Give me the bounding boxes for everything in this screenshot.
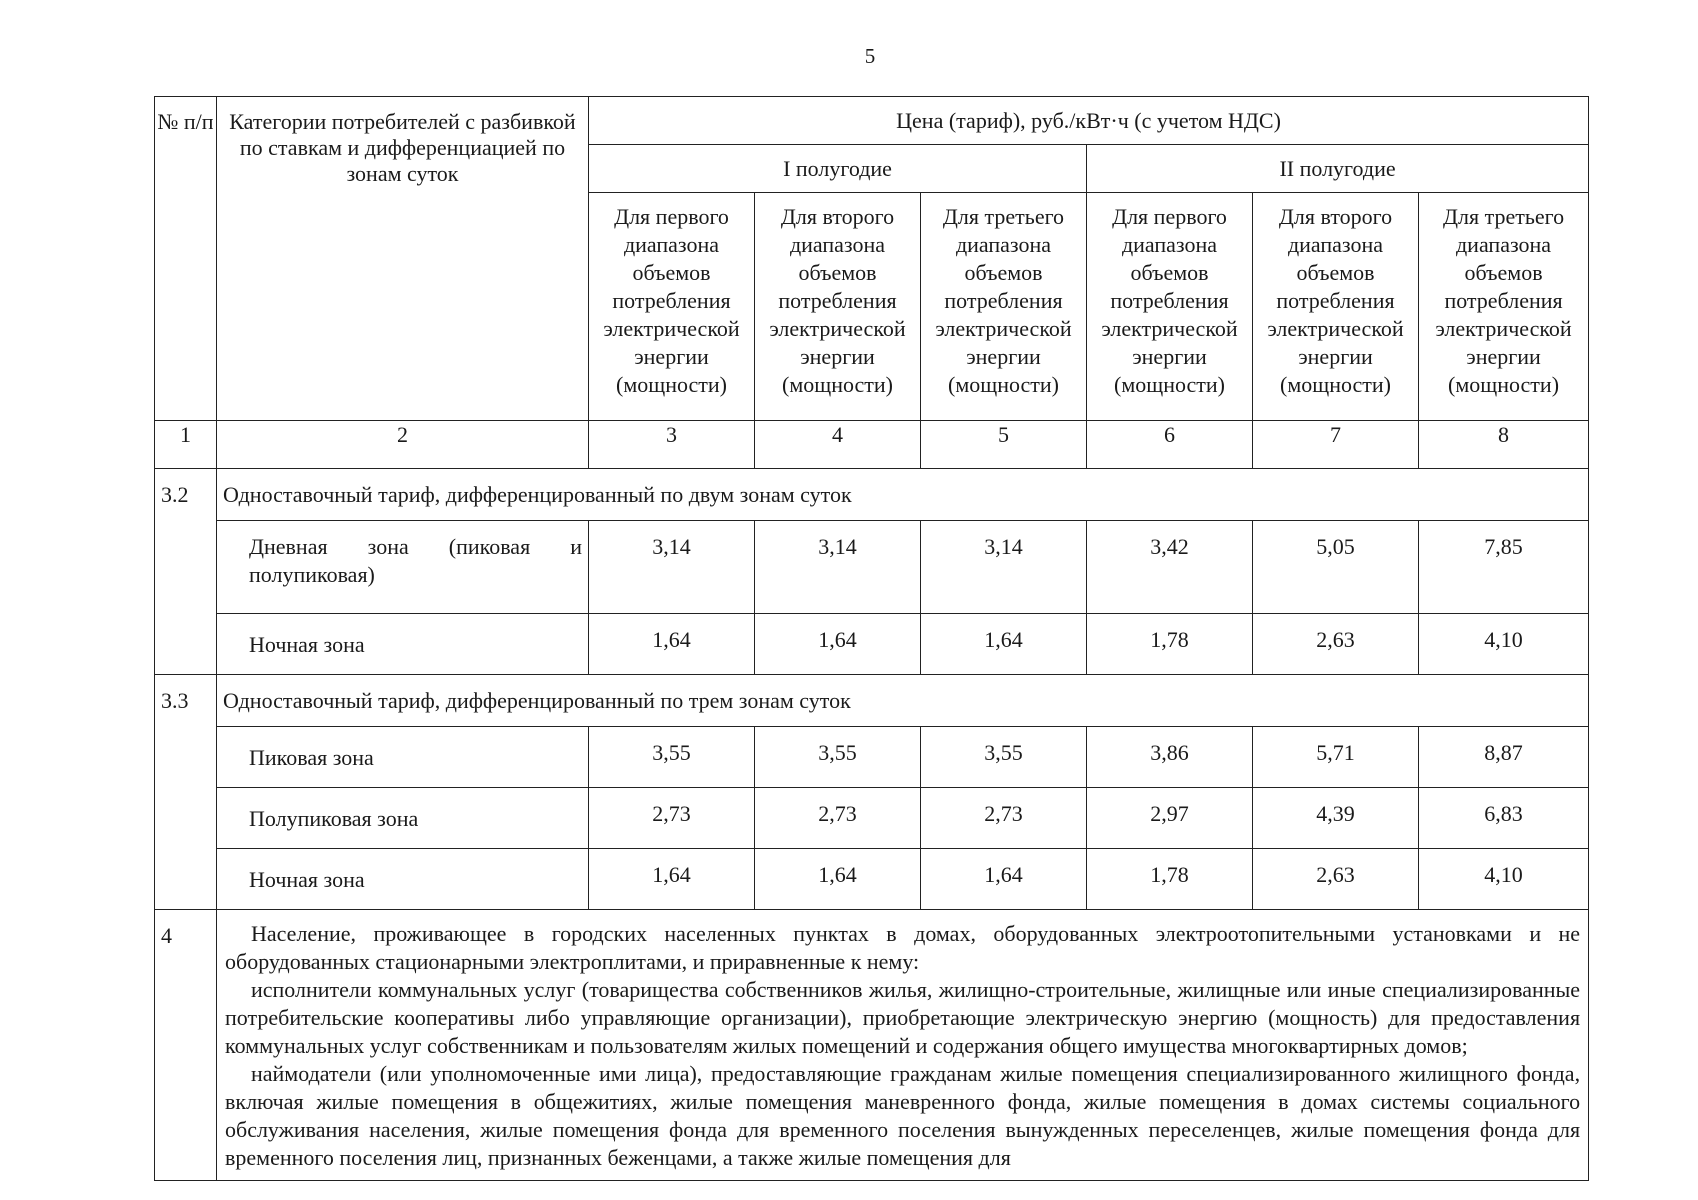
zone-name: Полупиковая зона [217,788,589,849]
section-title: Одноставочный тариф, дифференцированный по двум зонам суток [217,469,1589,521]
section-row-4 [155,910,1589,1181]
section-number: 4 [155,910,217,1181]
header-range-2: Для второго диапазона объемов потребления электрической энергии (мощности) [755,193,921,421]
tariff-value: 3,86 [1087,727,1253,788]
tariff-value: 2,63 [1253,614,1419,675]
tariff-value: 2,73 [755,788,921,849]
header-category: Категории потребителей с разбивкой по ставкам и дифференциацией по зонам суток [217,97,589,421]
header-range-4: Для первого диапазона объемов потребления электрической энергии (мощности) [1087,193,1253,421]
tariff-value: 1,64 [589,849,755,910]
zone-name: Дневная зона (пиковая и полупиковая) [217,521,589,614]
header-range-1: Для первого диапазона объемов потребления электрической энергии (мощности) [589,193,755,421]
tariff-value: 4,10 [1419,849,1589,910]
header-range-6: Для третьего диапазона объемов потребления электрической энергии (мощности) [1419,193,1589,421]
tariff-value: 3,14 [755,521,921,614]
tariff-value: 3,55 [755,727,921,788]
tariff-value: 2,73 [921,788,1087,849]
table-row [155,788,1589,849]
header-price: Цена (тариф), руб./кВт·ч (с учетом НДС) [589,97,1589,145]
header-row-price [155,97,1589,145]
tariff-value: 8,87 [1419,727,1589,788]
section-paragraph: Население, проживающее в городских населенных пунктах в домах, оборудованных электроотопительными установками и не оборудованных стационарными электроплитами, и приравненные к нему: [225,921,1581,974]
tariff-value: 7,85 [1419,521,1589,614]
column-number: 7 [1253,421,1419,469]
table-row [155,849,1589,910]
section-row-3-3 [155,675,1589,727]
section-row-3-2 [155,469,1589,521]
zone-name: Пиковая зона [217,727,589,788]
tariff-value: 1,78 [1087,614,1253,675]
zone-name: Ночная зона [217,614,589,675]
column-number: 6 [1087,421,1253,469]
table-row [155,727,1589,788]
section-paragraph: исполнители коммунальных услуг (товарищества собственников жилья, жилищно-строительные, жилищные или иные специализированные потребительские кооперативы либо управляющие организации), приобретающие электрическую энергию (мощность) для предоставления коммунальных услуг собственникам и пользователям жилых помещений и содержания общего имущества многоквартирных домов; [225,977,1581,1058]
tariff-value: 5,05 [1253,521,1419,614]
column-number-row [155,421,1589,469]
tariff-value: 1,64 [921,849,1087,910]
column-number: 4 [755,421,921,469]
column-number: 3 [589,421,755,469]
tariff-value: 3,14 [589,521,755,614]
page-number: 5 [864,44,876,68]
tariff-value: 5,71 [1253,727,1419,788]
tariff-value: 3,14 [921,521,1087,614]
section-text [217,910,1589,1181]
tariff-value: 1,64 [755,614,921,675]
header-range-5: Для второго диапазона объемов потребления электрической энергии (мощности) [1253,193,1419,421]
header-half-2: II полугодие [1087,145,1589,193]
section-title: Одноставочный тариф, дифференцированный по трем зонам суток [217,675,1589,727]
section-paragraph: наймодатели (или уполномоченные ими лица), предоставляющие гражданам жилые помещения специализированного жилищного фонда, включая жилые помещения в общежитиях, жилые помещения маневренного фонда, жилые помещения в домах системы социального обслуживания населения, жилые помещения фонда для временного поселения вынужденных переселенцев, жилые помещения фонда для временного поселения лиц, признанных беженцами, а также жилые помещения для [225,1061,1581,1170]
header-half-1: I полугодие [589,145,1087,193]
tariff-value: 3,55 [921,727,1087,788]
column-number: 8 [1419,421,1589,469]
tariff-value: 2,97 [1087,788,1253,849]
tariff-value: 4,10 [1419,614,1589,675]
column-number: 1 [155,421,217,469]
tariff-value: 2,73 [589,788,755,849]
section-number: 3.2 [155,469,217,675]
tariff-table [154,96,1589,1181]
tariff-value: 1,64 [755,849,921,910]
header-range-3: Для третьего диапазона объемов потребления электрической энергии (мощности) [921,193,1087,421]
tariff-value: 3,55 [589,727,755,788]
tariff-value: 6,83 [1419,788,1589,849]
tariff-value: 1,78 [1087,849,1253,910]
zone-name: Ночная зона [217,849,589,910]
tariff-value: 3,42 [1087,521,1253,614]
table-row [155,521,1589,614]
section-number: 3.3 [155,675,217,910]
column-number: 2 [217,421,589,469]
tariff-value: 1,64 [921,614,1087,675]
tariff-value: 1,64 [589,614,755,675]
table-row [155,614,1589,675]
column-number: 5 [921,421,1087,469]
header-num: № п/п [155,97,217,421]
tariff-value: 4,39 [1253,788,1419,849]
tariff-value: 2,63 [1253,849,1419,910]
